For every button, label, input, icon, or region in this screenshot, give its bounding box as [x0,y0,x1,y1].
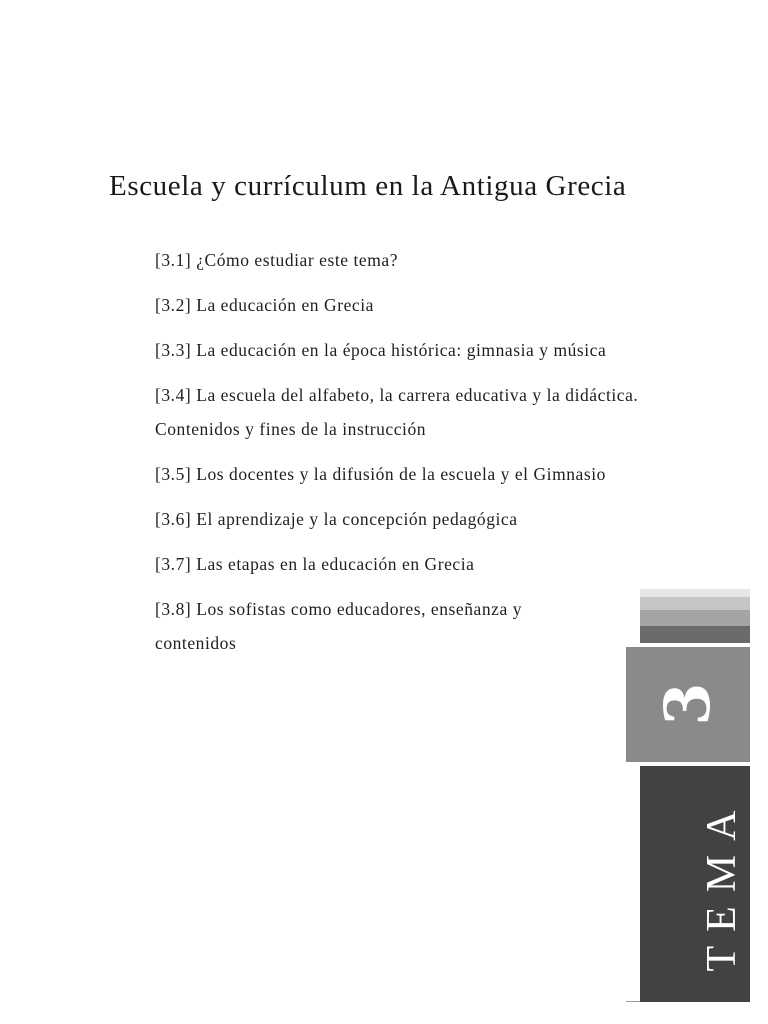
tab-stripe-light [640,597,750,610]
toc-item-3-6[interactable]: [3.6] El aprendizaje y la concepción pedagógica [155,509,518,529]
chapter-number-box [626,647,750,762]
toc-item-3-3[interactable]: [3.3] La educación en la época histórica: gimnasia y música [155,340,607,360]
chapter-label-box [640,766,750,1002]
tab-stripe-dark [640,626,750,643]
toc-item-3-4[interactable]: [3.4] La escuela del alfabeto, la carrera educativa y la didáctica. Contenidos y fines de la instrucción [155,385,639,439]
toc-item-3-2[interactable]: [3.2] La educación en Grecia [155,295,374,315]
toc-item-3-5[interactable]: [3.5] Los docentes y la difusión de la escuela y el Gimnasio [155,464,606,484]
chapter-tab [626,589,750,1002]
chapter-number: 3 [651,682,724,726]
tab-stripe-lightest [640,589,750,597]
toc-item-3-8[interactable]: [3.8] Los sofistas como educadores, enseñanza y contenidos [155,599,522,653]
tab-stripe-mid [640,610,750,626]
chapter-label: TEMA [699,796,745,972]
page-title: Escuela y currículum en la Antigua Grecia [109,170,627,202]
tab-base-line [626,1001,640,1002]
toc-item-3-7[interactable]: [3.7] Las etapas en la educación en Grecia [155,554,475,574]
toc-item-3-1[interactable]: [3.1] ¿Cómo estudiar este tema? [155,250,399,270]
